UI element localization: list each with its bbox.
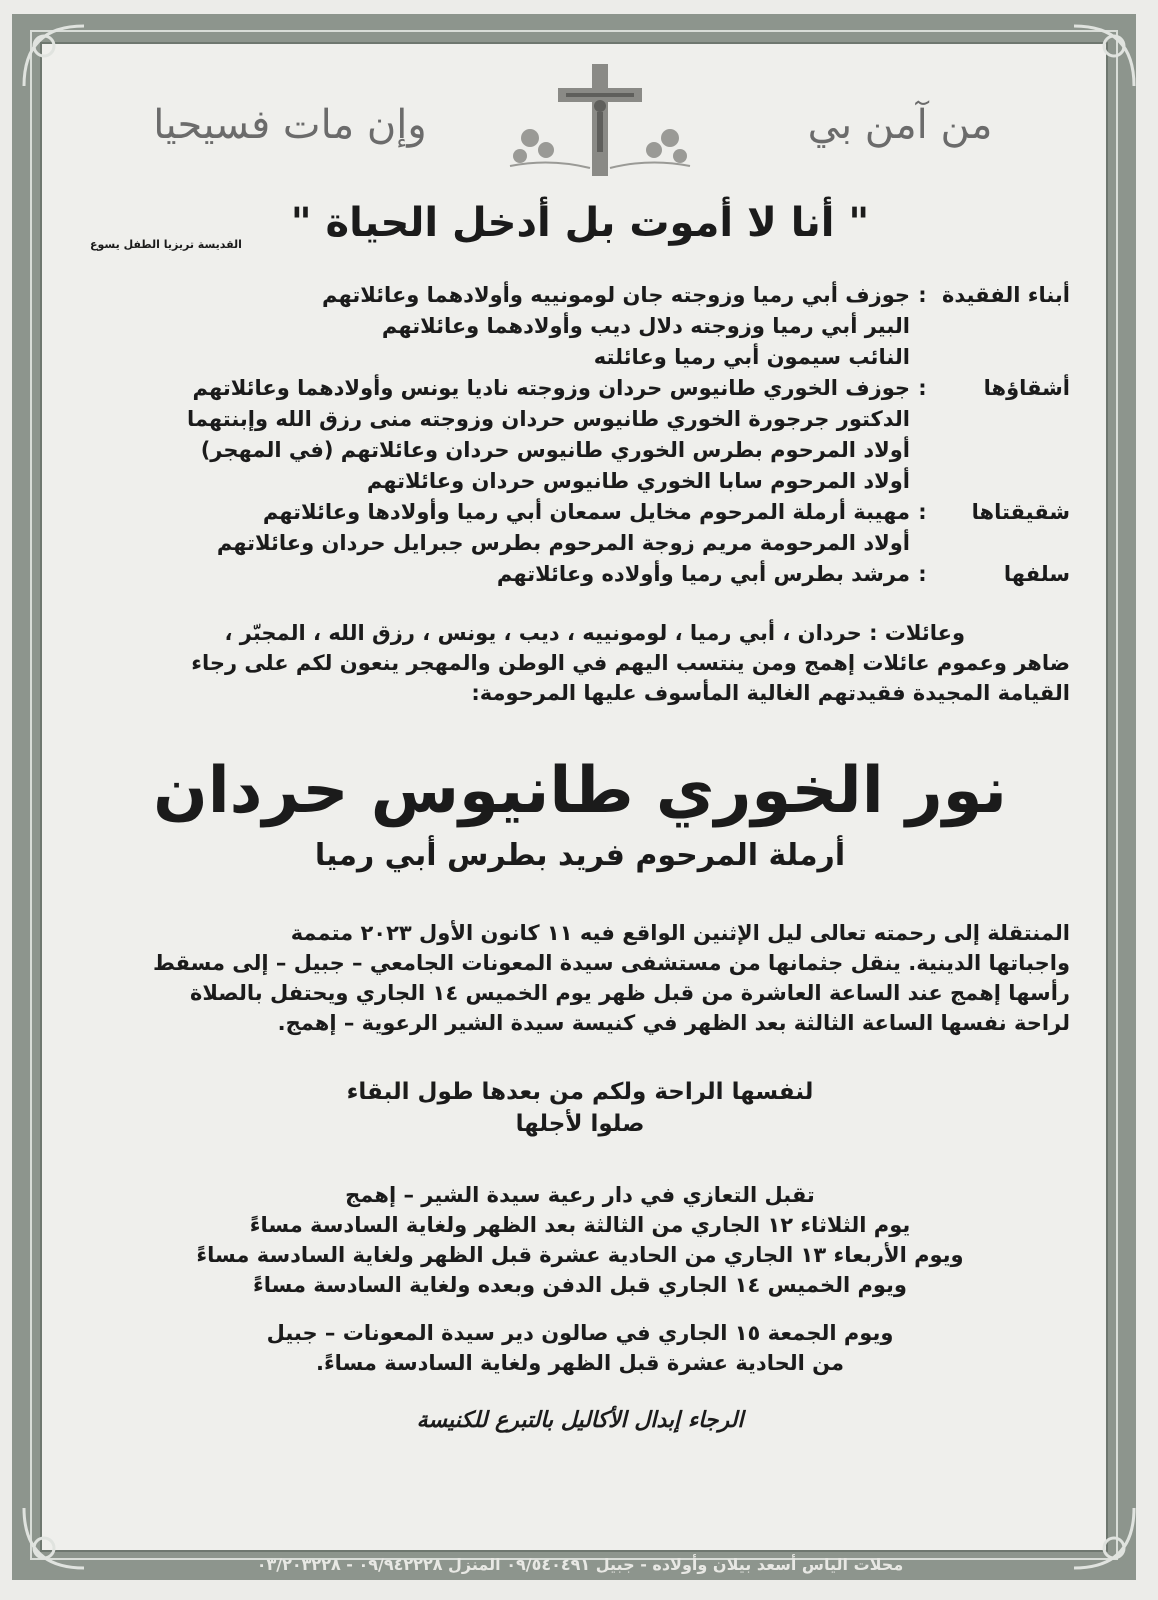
family-colon: :: [918, 376, 927, 400]
family-list: [90, 280, 1070, 590]
quote-text: " أنا لا أموت بل أدخل الحياة ": [290, 200, 870, 246]
announcement-line: رأسها إهمج عند الساعة العاشرة من قبل ظهر يوم الخميس ١٤ الجاري ويحتفل بالصلاة: [189, 981, 1070, 1005]
header-ornament: [100, 60, 1060, 180]
crucifix-icon: [500, 60, 700, 180]
family-label: شقيقتاها: [971, 500, 1070, 524]
family-label: أشقاؤها: [983, 376, 1070, 400]
announcement-line: المنتقلة إلى رحمته تعالى ليل الإثنين الواقع فيه ١١ كانون الأول ٢٠٢٣ متممة: [290, 921, 1070, 945]
condolences-block: [90, 1180, 1070, 1378]
family-line: النائب سيمون أبي رميا وعائلته: [593, 345, 910, 369]
family-label: أبناء الفقيدة: [942, 283, 1070, 307]
family-line: مهيبة أرملة المرحوم مخايل سمعان أبي رميا وأولادها وعائلاتهم: [262, 500, 910, 524]
family-label: سلفها: [1003, 562, 1070, 586]
deceased-subtitle: أرملة المرحوم فريد بطرس أبي رميا: [314, 838, 846, 873]
obituary-content: [90, 200, 1070, 1433]
family-colon: :: [918, 562, 927, 586]
corner-ornament-icon: [14, 1498, 94, 1578]
families-line: ضاهر وعموم عائلات إهمج ومن ينتسب اليهم في الوطن والمهجر ينعون لكم على رجاء: [191, 651, 1070, 675]
family-line: أولاد المرحوم سابا الخوري طانيوس حردان وعائلاتهم: [366, 469, 910, 493]
family-line: مرشد بطرس أبي رميا وأولاده وعائلاتهم: [496, 562, 910, 586]
family-group-brother-in-law: [90, 559, 1070, 590]
prayer-line: لنفسها الراحة ولكم من بعدها طول البقاء: [346, 1079, 814, 1105]
families-line: وعائلات : حردان ، أبي رميا ، لومونييه ، ديب ، يونس ، رزق الله ، المجبّر ،: [224, 621, 965, 645]
family-line: جوزف الخوري طانيوس حردان وزوجته ناديا يونس وأولادهما وعائلاتهم: [192, 376, 910, 400]
family-colon: :: [918, 283, 927, 307]
header-verse-right: من آمن بي: [807, 102, 993, 148]
family-group-children: [90, 280, 1070, 373]
quote-attribution: القديسة تريزيا الطفل يسوع: [90, 238, 242, 251]
prayer-block: [90, 1076, 1070, 1140]
announcement-line: واجباتها الدينية. ينقل جثمانها من مستشفى سيدة المعونات الجامعي – جبيل – إلى مسقط: [152, 951, 1070, 975]
header-verse-left: وإن مات فسيحيا: [153, 102, 427, 148]
family-colon: :: [918, 500, 927, 524]
announcement-paragraph: [90, 918, 1070, 1038]
corner-ornament-icon: [14, 16, 94, 96]
condolence-line: ويوم الأربعاء ١٣ الجاري من الحادية عشرة قبل الظهر ولغاية السادسة مساءً: [196, 1243, 964, 1267]
family-line: أولاد المرحومة مريم زوجة المرحوم بطرس جبرايل حردان وعائلاتهم: [216, 531, 910, 555]
prayer-line: صلوا لأجلها: [515, 1111, 645, 1137]
condolence-line: ويوم الجمعة ١٥ الجاري في صالون دير سيدة المعونات – جبيل: [266, 1321, 894, 1345]
wreath-donation-note: الرجاء إبدال الأكاليل بالتبرع للكنيسة: [416, 1408, 744, 1433]
condolence-line: ويوم الخميس ١٤ الجاري قبل الدفن وبعده ولغاية السادسة مساءً: [253, 1273, 907, 1297]
announcement-line: لراحة نفسها الساعة الثالثة بعد الظهر في كنيسة سيدة الشير الرعوية – إهمج.: [277, 1011, 1070, 1035]
family-line: جوزف أبي رميا وزوجته جان لومونييه وأولادهما وعائلاتهم: [322, 283, 910, 307]
corner-ornament-icon: [1064, 1498, 1144, 1578]
family-line: الدكتور جرجورة الخوري طانيوس حردان وزوجته منى رزق الله وإبنتهما: [186, 407, 910, 431]
families-line: القيامة المجيدة فقيدتهم الغالية المأسوف عليها المرحومة:: [471, 681, 1070, 705]
corner-ornament-icon: [1064, 16, 1144, 96]
families-paragraph: [90, 618, 1070, 708]
quote-block: [90, 200, 1070, 260]
printer-footer: محلات الياس أسعد بيلان وأولاده - جبيل ٠٩/٥٤٠٤٩١ المنزل ٠٩/٩٤٢٢٢٨ - ٠٣/٢٠٣٢٢٨: [256, 1555, 904, 1574]
family-line: أولاد المرحوم بطرس الخوري طانيوس حردان وعائلاتهم (في المهجر): [200, 438, 910, 462]
condolence-line: تقبل التعازي في دار رعية سيدة الشير – إهمج: [345, 1183, 815, 1207]
condolence-line: من الحادية عشرة قبل الظهر ولغاية السادسة مساءً.: [315, 1351, 845, 1375]
deceased-name: نور الخوري طانيوس حردان: [153, 754, 1007, 828]
family-line: البير أبي رميا وزوجته دلال ديب وأولادهما وعائلاتهم: [381, 314, 910, 338]
family-group-sisters: [90, 497, 1070, 559]
family-group-brothers: [90, 373, 1070, 497]
condolence-line: يوم الثلاثاء ١٢ الجاري من الثالثة بعد الظهر ولغاية السادسة مساءً: [249, 1213, 911, 1237]
